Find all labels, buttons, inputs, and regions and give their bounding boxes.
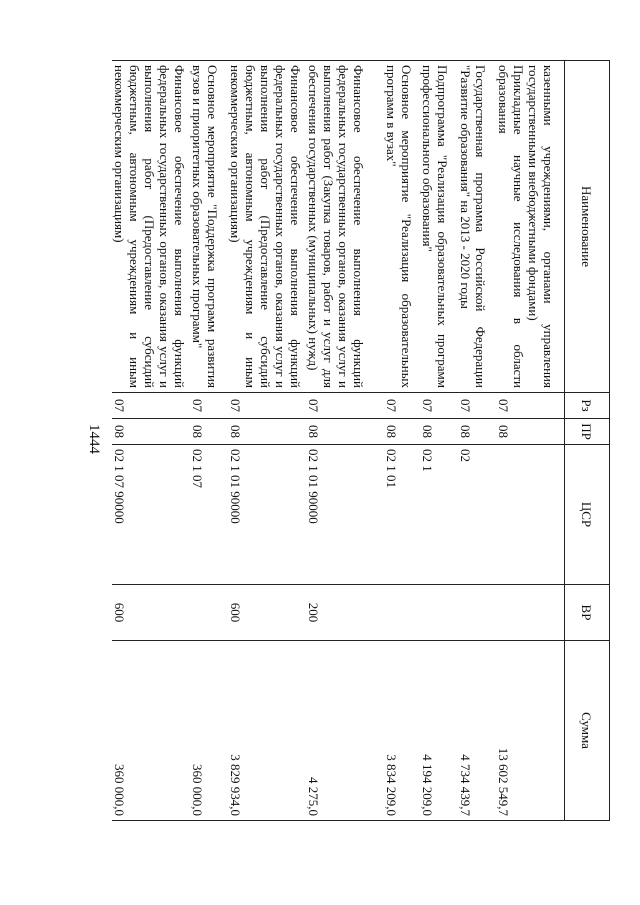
row-name: Государственная программа Российской Федерации "Развитие образования" на 2013 - 2020 годы xyxy=(458,61,496,393)
row-csr: 02 xyxy=(458,445,496,585)
row-sum: 4 194 209,0 xyxy=(420,641,458,821)
header-csr: ЦСР xyxy=(565,445,610,585)
row-pr: 08 xyxy=(420,419,458,445)
row-sum: 13 602 549,7 xyxy=(496,641,526,821)
row-sum: 4 275,0 xyxy=(306,641,384,821)
row-sum: 4 734 439,7 xyxy=(458,641,496,821)
row-name: Основное мероприятие "Реализация образовательных программ в вузах" xyxy=(384,61,420,393)
table-row xyxy=(112,61,190,821)
row-pr: 08 xyxy=(228,419,306,445)
row-vr xyxy=(420,585,458,641)
table-row xyxy=(228,61,306,821)
table-row xyxy=(420,61,458,821)
row-pr: 08 xyxy=(384,419,420,445)
row-name: Финансовое обеспечение выполнения функций федеральных государственных органов, оказания услуг и выполнения работ (Закупка товаров, работ и услуг для обеспечения государственных (муниципальных) нужд) xyxy=(306,61,384,393)
row-name: Прикладные научные исследования в области образования xyxy=(496,61,526,393)
page-number: 1444 xyxy=(86,424,102,454)
header-vr: ВР xyxy=(565,585,610,641)
table-row xyxy=(306,61,384,821)
row-pr: 08 xyxy=(496,419,526,445)
row-pr: 08 xyxy=(458,419,496,445)
table-row xyxy=(496,61,526,821)
row-vr xyxy=(458,585,496,641)
row-rz xyxy=(526,393,565,419)
row-vr xyxy=(496,585,526,641)
row-pr: 08 xyxy=(306,419,384,445)
row-sum: 360 000,0 xyxy=(190,641,228,821)
row-csr xyxy=(526,445,565,585)
row-vr: 200 xyxy=(306,585,384,641)
row-vr xyxy=(384,585,420,641)
row-rz: 07 xyxy=(496,393,526,419)
row-vr: 600 xyxy=(228,585,306,641)
header-sum: Сумма xyxy=(565,641,610,821)
row-csr: 02 1 07 xyxy=(190,445,228,585)
table-row xyxy=(190,61,228,821)
row-csr: 02 1 xyxy=(420,445,458,585)
row-rz: 07 xyxy=(112,393,190,419)
row-name: Финансовое обеспечение выполнения функций федеральных государственных органов, оказания услуг и выполнения работ (Предоставление субсидий бюджетным, автономным учреждениям и иным некоммерческим организациям) xyxy=(112,61,190,393)
row-name: казенными учреждениями, органами управления государственными внебюджетными фондами) xyxy=(526,61,565,393)
row-name: Подпрограмма "Реализация образовательных программ профессионального образования" xyxy=(420,61,458,393)
row-name: Финансовое обеспечение выполнения функций федеральных государственных органов, оказания услуг и выполнения работ (Предоставление субсидий бюджетным, автономным учреждениям и иным некоммерческим организациям) xyxy=(228,61,306,393)
table-row xyxy=(526,61,565,821)
row-pr: 08 xyxy=(190,419,228,445)
table-row xyxy=(384,61,420,821)
row-rz: 07 xyxy=(458,393,496,419)
row-sum: 3 834 209,0 xyxy=(384,641,420,821)
row-pr: 08 xyxy=(112,419,190,445)
row-sum: 360 000,0 xyxy=(112,641,190,821)
row-vr xyxy=(526,585,565,641)
row-vr xyxy=(190,585,228,641)
row-rz: 07 xyxy=(306,393,384,419)
row-csr: 02 1 01 xyxy=(384,445,420,585)
row-sum xyxy=(526,641,565,821)
row-csr xyxy=(496,445,526,585)
row-rz: 07 xyxy=(420,393,458,419)
header-rz: Рз xyxy=(565,393,610,419)
row-rz: 07 xyxy=(384,393,420,419)
header-pr: ПР xyxy=(565,419,610,445)
rotated-table-container xyxy=(30,60,610,820)
table-row xyxy=(458,61,496,821)
row-rz: 07 xyxy=(228,393,306,419)
row-vr: 600 xyxy=(112,585,190,641)
row-pr xyxy=(526,419,565,445)
row-csr: 02 1 01 90000 xyxy=(306,445,384,585)
row-sum: 3 829 934,0 xyxy=(228,641,306,821)
header-name: Наименование xyxy=(565,61,610,393)
table-header-row xyxy=(565,61,610,821)
row-name: Основное мероприятие "Поддержка программ развития вузов и приоритетных образовательных программ" xyxy=(190,61,228,393)
row-csr: 02 1 01 90000 xyxy=(228,445,306,585)
row-rz: 07 xyxy=(190,393,228,419)
budget-table xyxy=(112,60,610,821)
row-csr: 02 1 07 90000 xyxy=(112,445,190,585)
